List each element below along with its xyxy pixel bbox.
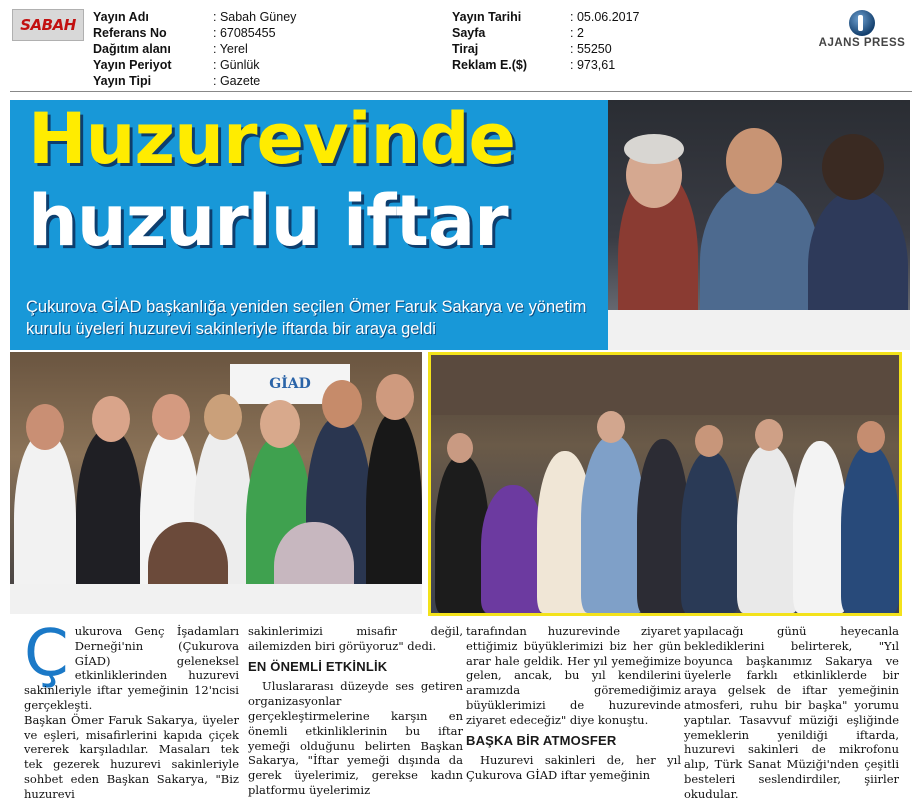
person-head xyxy=(726,128,782,194)
agency-name: AJANS PRESS xyxy=(818,37,906,49)
meta-label: Referans No xyxy=(93,26,167,40)
meta-value: : Günlük xyxy=(213,58,260,72)
meta-label: Yayın Periyot xyxy=(93,58,172,72)
meta-label: Yayın Tarihi xyxy=(452,10,522,24)
person-head xyxy=(695,425,723,457)
section-heading: EN ÖNEMLİ ETKİNLİK xyxy=(248,658,388,674)
person-figure xyxy=(681,451,739,613)
meta-label: Sayfa xyxy=(452,26,486,40)
person-head xyxy=(857,421,885,453)
person-head xyxy=(152,394,190,440)
article-column-1 xyxy=(24,617,239,802)
article-column-2 xyxy=(248,624,463,798)
meta-row xyxy=(452,25,640,41)
person-head xyxy=(92,396,130,442)
photo-group-women xyxy=(10,352,422,614)
meta-row xyxy=(452,57,640,73)
meta-value: : 05.06.2017 xyxy=(570,10,640,24)
meta-value: : 55250 xyxy=(570,42,612,56)
person-figure xyxy=(841,445,899,613)
meta-row xyxy=(93,9,296,25)
person-head xyxy=(376,374,414,420)
drop-cap: Ç xyxy=(24,617,69,691)
subheadline: Çukurova GİAD başkanlığa yeniden seçilen Ömer Faruk Sakarya ve yönetim kurulu üyeleri huzurevi sakinleriyle iftarda bir araya geldi xyxy=(26,298,587,338)
paragraph: tarafından huzurevinde ziyaret ettiğimiz büyüklerimizi biz her gün arar hale geldik. Her yıl yemeğimize gelen, ancak, bu yıl kendilerini aramızda göremediğimiz büyüklerimizi de huzurevinde ziyaret edeceğiz" diye konuştu. xyxy=(466,624,681,727)
person-head xyxy=(322,380,362,428)
paragraph: Başkan Ömer Faruk Sakarya, üyeler ve eşleri, misafirlerini kapıda çiçek vererek karşıladılar. Masaları tek tek gezerek huzurevi sakinleriyle sohbet eden Başkan Sakarya, "Biz huzurevi xyxy=(24,712,239,801)
meta-label: Yayın Adı xyxy=(93,10,149,24)
person-head xyxy=(822,134,884,200)
meta-label: Yayın Tipi xyxy=(93,74,152,88)
paragraph: ukurova Genç İşadamları Derneği'nin (Çukurova GİAD) geleneksel etkinliklerinden huzurevi sakinleriyle iftar yemeğinin 12'ncisi gerçekleşti. xyxy=(24,624,239,712)
paragraph: Uluslararası düzeyde ses getiren organizasyonlar gerçekleştirmelerine karşın en önemli etkinliklerinin bu iftar yemeği olduğunu belirten Başkan Sakarya, "İftar yemeği dışında da gerek üyelerimiz, gerekse kadın platformu üyelerimiz xyxy=(248,679,463,797)
person-figure xyxy=(793,441,847,613)
paragraph: Huzurevi sakinleri de, her yıl Çukurova GİAD iftar yemeğinin xyxy=(466,753,681,783)
photo-iftar-table xyxy=(608,100,910,350)
meta-row xyxy=(452,41,640,57)
article-column-4 xyxy=(684,624,899,802)
meta-value: : Yerel xyxy=(213,42,248,56)
section-heading: BAŞKA BİR ATMOSFER xyxy=(466,732,617,748)
person-hair xyxy=(624,134,684,164)
person-head xyxy=(26,404,64,450)
table-cloth xyxy=(10,584,422,614)
meta-value: : 2 xyxy=(570,26,584,40)
person-figure xyxy=(581,435,645,613)
headline-line-2: huzurlu iftar xyxy=(28,180,508,262)
meta-label: Tiraj xyxy=(452,42,479,56)
meta-row xyxy=(93,57,296,73)
meta-row xyxy=(93,41,296,57)
clipping-header xyxy=(0,0,920,92)
person-head xyxy=(755,419,783,451)
header-divider xyxy=(10,91,912,92)
person-head xyxy=(260,400,300,448)
person-head xyxy=(447,433,473,463)
meta-value: : 67085455 xyxy=(213,26,276,40)
article-column-3 xyxy=(466,624,681,783)
meta-label: Reklam E.($) xyxy=(452,58,528,72)
meta-value: : Gazete xyxy=(213,74,261,88)
paragraph: yapılacağı günü heyecanla beklediklerini belirterek, "Yıl boyunca başkanımız Sakarya ve üyelerle farklı etkinliklerde bir araya gelsek de iftar yemeğinin atmosferi, ruhu bir başka" yorumu yaptılar. Tasavvuf müziği eşliğinde yemeklerin yenildiği iftarda, huzurevi sakinleri de mikrofonu alıp, Türk Sanat Müziği'nden çeşitli besteleri seslendirdiler, şiirler okudular. xyxy=(684,624,899,801)
globe-icon xyxy=(849,10,875,36)
meta-row xyxy=(452,9,640,25)
meta-label: Dağıtım alanı xyxy=(93,42,171,56)
person-figure xyxy=(481,485,545,613)
agency-logo xyxy=(812,10,912,49)
person-head xyxy=(204,394,242,440)
publication-meta-right xyxy=(452,9,640,73)
publication-logo: SABAH xyxy=(12,9,84,41)
table-cloth xyxy=(608,310,910,350)
meta-value: : 973,61 xyxy=(570,58,616,72)
person-figure xyxy=(737,445,799,613)
meta-value: : Sabah Güney xyxy=(213,10,297,24)
event-sign: GİAD xyxy=(230,364,350,404)
person-head xyxy=(597,411,625,443)
meta-row xyxy=(93,25,296,41)
background-wall xyxy=(431,355,899,415)
headline-line-1: Huzurevinde xyxy=(28,100,516,180)
paragraph: sakinlerimizi misafir değil, ailemizden biri görüyoruz" dedi. xyxy=(248,624,463,653)
meta-row xyxy=(93,73,296,89)
publication-meta-left xyxy=(93,9,296,89)
photo-group-residents xyxy=(428,352,902,616)
